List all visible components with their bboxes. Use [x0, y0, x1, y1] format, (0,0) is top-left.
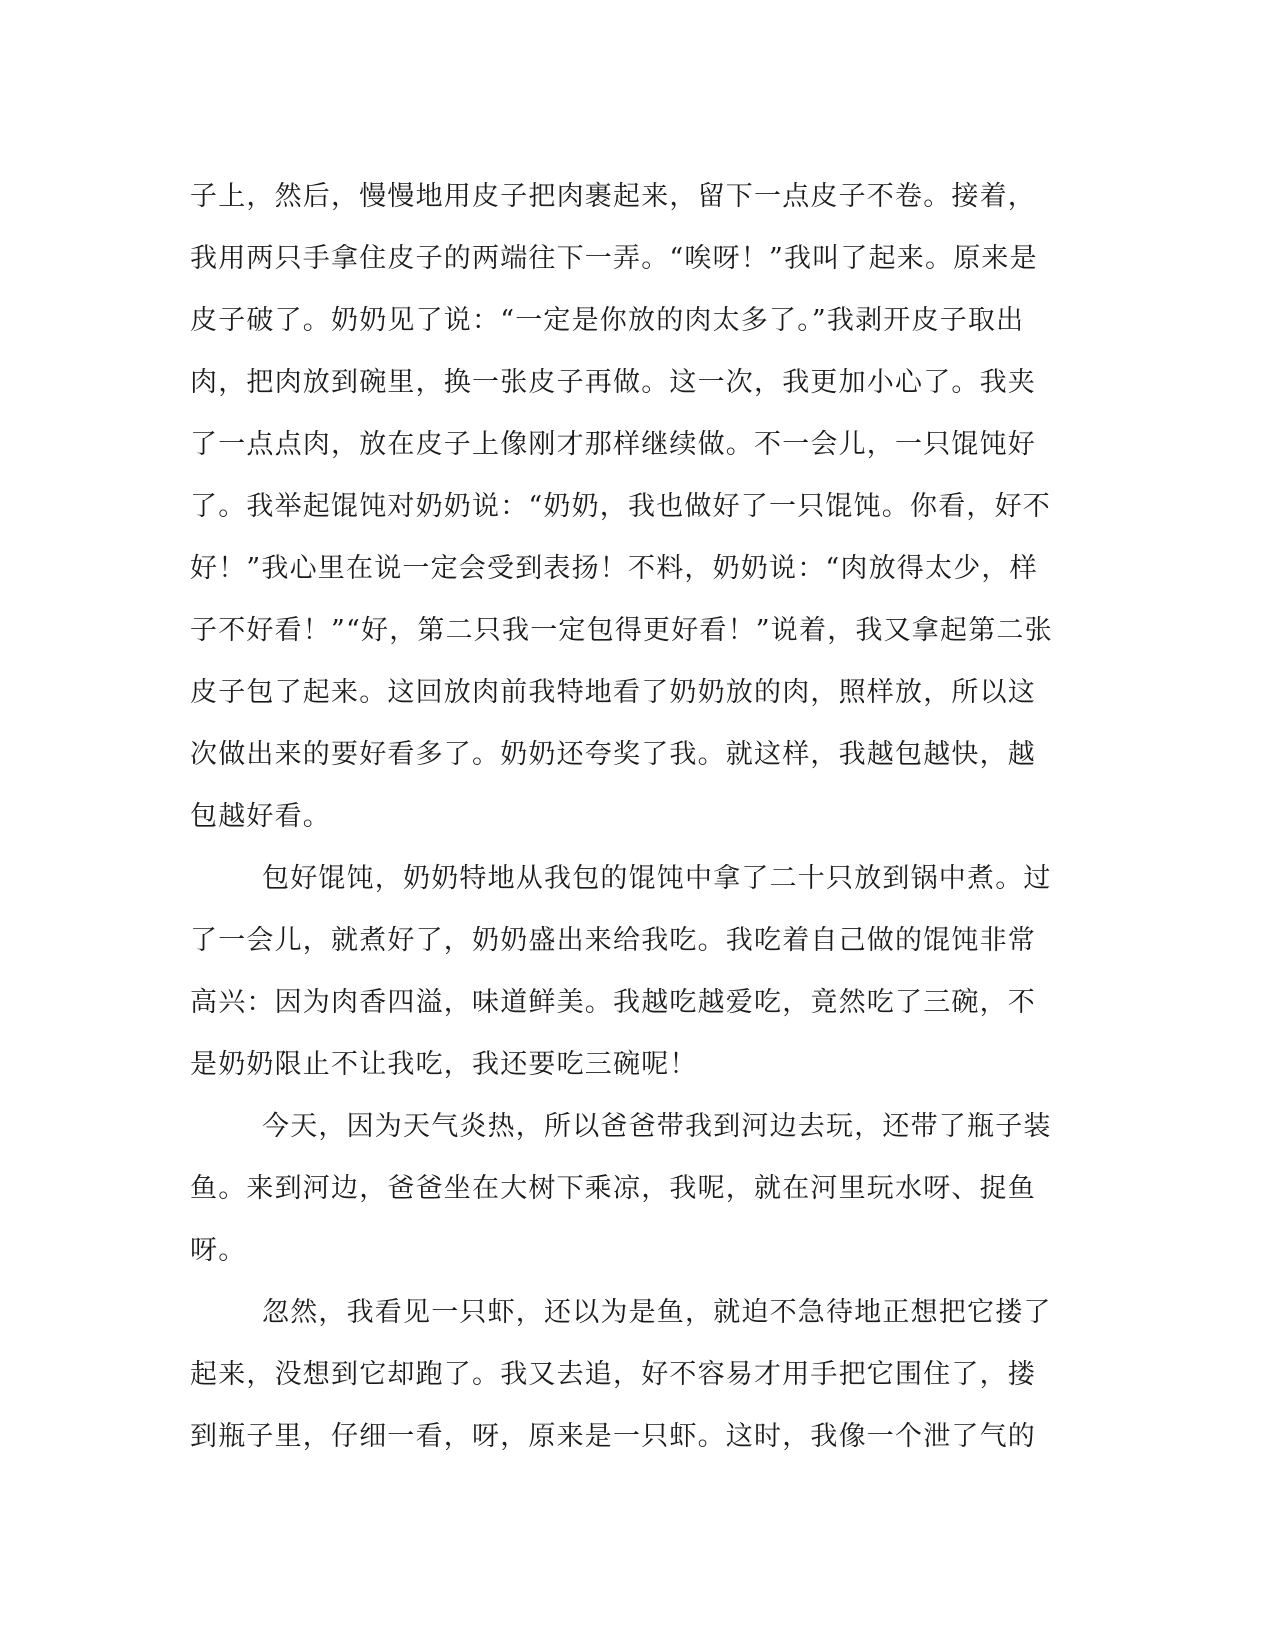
- text-line: 呀。: [190, 1235, 247, 1266]
- text-line: 高兴：因为肉香四溢，味道鲜美。我越吃越爱吃，竟然吃了三碗，不: [190, 987, 1036, 1018]
- text-line: 起来，没想到它却跑了。我又去追，好不容易才用手把它围住了，搂: [190, 1359, 1036, 1390]
- text-line: 了。我举起馄饨对奶奶说：“奶奶，我也做好了一只馄饨。你看，好不: [190, 491, 1052, 522]
- text-line: 是奶奶限止不让我吃，我还要吃三碗呢！: [190, 1049, 698, 1080]
- text-line: 到瓶子里，仔细一看，呀，原来是一只虾。这时，我像一个泄了气的: [190, 1421, 1036, 1452]
- text-line: 包越好看。: [190, 801, 331, 832]
- text-line: 子上，然后，慢慢地用皮子把肉裹起来，留下一点皮子不卷。接着，: [190, 181, 1036, 212]
- text-line: 次做出来的要好看多了。奶奶还夸奖了我。就这样，我越包越快，越: [190, 739, 1036, 770]
- text-line: 了一点点肉，放在皮子上像刚才那样继续做。不一会儿，一只馄饨好: [190, 429, 1036, 460]
- text-line: 我用两只手拿住皮子的两端往下一弄。“唉呀！”我叫了起来。原来是: [190, 243, 1038, 274]
- paragraph-first-line: 忽然，我看见一只虾，还以为是鱼，就迫不急待地正想把它搂了: [262, 1297, 1052, 1328]
- text-line: 了一会儿，就煮好了，奶奶盛出来给我吃。我吃着自己做的馄饨非常: [190, 925, 1036, 956]
- text-line: 肉，把肉放到碗里，换一张皮子再做。这一次，我更加小心了。我夹: [190, 367, 1036, 398]
- body-text: [190, 166, 1085, 1468]
- text-line: 鱼。来到河边，爸爸坐在大树下乘凉，我呢，就在河里玩水呀、捉鱼: [190, 1173, 1036, 1204]
- text-line: 好！”我心里在说一定会受到表扬！不料，奶奶说：“肉放得太少，样: [190, 553, 1038, 584]
- text-line: 子不好看！”“好，第二只我一定包得更好看！”说着，我又拿起第二张: [190, 615, 1053, 646]
- text-line: 皮子破了。奶奶见了说：“一定是你放的肉太多了。”我剥开皮子取出: [190, 305, 1025, 336]
- text-line: 皮子包了起来。这回放肉前我特地看了奶奶放的肉，照样放，所以这: [190, 677, 1036, 708]
- paragraph-first-line: 包好馄饨，奶奶特地从我包的馄饨中拿了二十只放到锅中煮。过: [262, 863, 1052, 894]
- paragraph-first-line: 今天，因为天气炎热，所以爸爸带我到河边去玩，还带了瓶子装: [262, 1111, 1052, 1142]
